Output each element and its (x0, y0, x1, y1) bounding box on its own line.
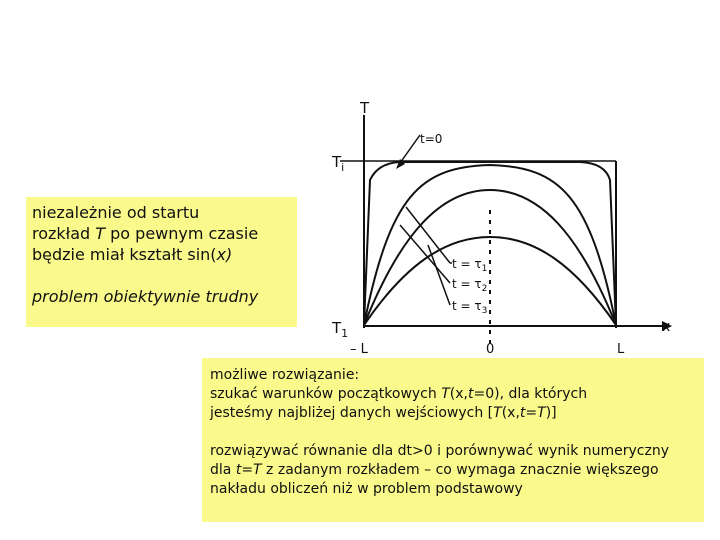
note2-line4: rozwiązywać równanie dla dt>0 i porównywać wynik numeryczny (210, 443, 669, 459)
note-sin-shape (26, 197, 297, 327)
note1-line4: problem obiektywnie trudny (32, 287, 259, 306)
note1-line3: będzie miał kształt sin(x) (32, 245, 233, 264)
T1-label: $T_1$ (332, 319, 349, 340)
note2-line1: możliwe rozwiązanie: (210, 367, 360, 383)
Ti-label: $T_i$ (332, 153, 345, 174)
note1-line1: niezależnie od startu (32, 203, 200, 222)
note2-line2: szukać warunków początkowych T(x,t=0), dla których (210, 386, 588, 402)
t3-label: $t = \tau_3$ (452, 299, 488, 316)
t0-leader (400, 135, 420, 163)
t0-label: t=0 (420, 132, 443, 146)
L-label: L (617, 342, 625, 357)
y-axis-label: T (360, 99, 370, 117)
note2-line6: nakładu obliczeń niż w problem podstawowy (210, 481, 523, 497)
minus-L-label: – L (350, 342, 368, 357)
note2-line5: dla t=T z zadanym rozkładem – co wymaga znacznie większego (210, 462, 659, 478)
temperature-profile-diagram (320, 95, 680, 365)
t1-label: $t = \tau_1$ (452, 257, 488, 274)
t2-label: $t = \tau_2$ (452, 277, 488, 294)
zero-label: 0 (486, 342, 495, 357)
note-possible-solution (202, 358, 704, 522)
x-axis-label: x (662, 319, 671, 335)
t3-leader (428, 245, 450, 305)
note2-line3: jesteśmy najbliżej danych wejściowych [T(x,t=T)] (210, 405, 557, 421)
note1-line2: rozkład T po pewnym czasie (32, 224, 259, 243)
